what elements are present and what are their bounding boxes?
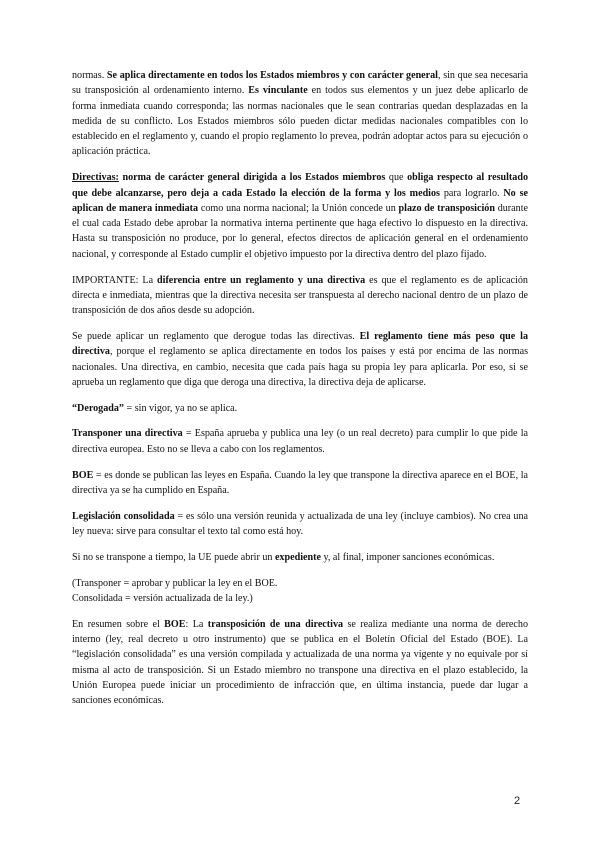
- text-run: para lograrlo.: [439, 187, 504, 199]
- text-run: transposición de una directiva: [207, 618, 344, 630]
- text-run: IMPORTANTE: La: [72, 274, 158, 286]
- text-run: : La: [185, 618, 208, 630]
- text-run: Se aplica directamente en todos los Estados miembros y con carácter general: [106, 70, 438, 81]
- text-run: como una norma nacional; la Unión concede un: [198, 202, 399, 214]
- text-run: Si no se transpone a tiempo, la UE puede abrir un: [72, 551, 275, 563]
- text-run: en todos sus elementos y un juez debe aplicarlo de forma inmediata cuando corresponda; las normas nacionales que le sean contrarias quedan desplazadas en la medida de su conflicto. Los Estados miembros sólo pueden dictar medidas nacionales compatibles con lo establecido en el reglamento y, cuando el propio reglamento lo prevea, podrán adoptar actos para su ejecución o aplicación práctica.: [72, 85, 528, 158]
- paragraph-derogar: [72, 329, 528, 390]
- paragraph-importante: [72, 273, 528, 319]
- text-run: Legislación consolidada: [72, 510, 175, 522]
- text-run: es que el reglamento es de aplicación directa e inmediata, mientras que la directiva necesita ser transpuesta al derecho nacional dentro de un plazo de transposición de dos años desde su adopción.: [72, 274, 528, 317]
- text-run: obliga respecto al resultado que debe alcanzarse, pero deja a cada Estado la elección de la forma y los medios: [72, 172, 528, 199]
- text-run: BOE: [72, 469, 94, 481]
- paragraph-transponer: [72, 426, 528, 457]
- text-run: que: [385, 172, 408, 184]
- text-run: se realiza mediante una norma de derecho interno (ley, real decreto u otro instrumento) que se publica en el Boletín Oficial del Estado (BOE). La “legislación consolidada” es una versión compilada y actualizada de una norma ya vigente y no equivale por sí misma al acto de transposición. Si un Estado miembro no transpone una directiva en el plazo establecido, la Unión Europea puede iniciar un procedimiento de infracción que, en última instancia, puede dar lugar a sanciones económicas.: [72, 618, 528, 707]
- paragraph-boe: [72, 468, 528, 499]
- text-run: expediente: [274, 551, 321, 563]
- text-run: (Transponer = aprobar y publicar la ley en el BOE.: [72, 577, 278, 589]
- text-run: = España aprueba y publica una ley (o un real decreto) para cumplir lo que pide la directiva europea. Esto no se lleva a cabo con los reglamentos.: [72, 428, 528, 455]
- text-run: Transponer una directiva: [72, 428, 183, 440]
- text-run: plazo de transposición: [398, 202, 495, 214]
- text-run: Es vinculante: [248, 85, 308, 97]
- text-run: El reglamento tiene más peso que la directiva: [72, 330, 528, 358]
- text-run: diferencia entre un reglamento y una directiva: [157, 274, 366, 286]
- paragraph-directivas: [72, 170, 528, 262]
- page-number: 2: [514, 795, 521, 807]
- text-run: “Derogada”: [72, 402, 124, 414]
- text-run: Consolidada = versión actualizada de la ley.): [72, 592, 253, 604]
- text-run: = es sólo una versión reunida y actualizada de una ley (incluye cambios). No crea una ley nueva: sirve para consultar el texto tal como está hoy.: [72, 510, 529, 537]
- text-run: No se aplican de manera inmediata: [72, 187, 528, 214]
- text-run: BOE: [164, 618, 186, 630]
- paragraph-expediente: [72, 550, 528, 565]
- paragraph-legislacion-consolidada: [72, 509, 528, 540]
- text-run: norma de carácter general dirigida a los Estados miembros: [118, 172, 386, 184]
- text-run: y, al final, imponer sanciones económicas.: [320, 551, 495, 563]
- text-run: = es donde se publican las leyes en España. Cuando la ley que transpone la directiva aparece en el BOE, la directiva ya se ha cumplido en España.: [72, 469, 528, 496]
- text-run: normas.: [72, 70, 107, 81]
- text-run: , porque el reglamento se aplica directamente en todos los países y está por encima de las normas nacionales. Una directiva, en cambio, necesita que cada país haga su propia ley para aplicarla. Por eso, si se aprueba un reglamento que diga que deroga una directiva, la directiva deja de aplicarse.: [72, 346, 528, 388]
- text-run: , sin que sea necesaria su transposición al ordenamiento interno.: [72, 70, 529, 97]
- document-body: [72, 68, 528, 719]
- text-run: En resumen sobre el: [72, 618, 165, 630]
- text-run: Se puede aplicar un reglamento que derogue todas las directivas.: [72, 330, 360, 342]
- paragraph-resumen-boe: [72, 617, 528, 709]
- text-run: = sin vigor, ya no se aplica.: [123, 402, 238, 414]
- text-run: durante el cual cada Estado debe aprobar la normativa interna pertinente que haga efectivo lo dispuesto en la directiva. Hasta su transposición no produce, por lo general, efectos directos de aplicación general en el ordenamiento nacional, y corresponde al Estado cumplir el objetivo impuesto por la directiva dentro del plazo fijado.: [72, 202, 528, 260]
- paragraph-derogada: [72, 401, 528, 416]
- text-run: Directivas:: [72, 172, 119, 184]
- paragraph-reglamento-cont: [72, 68, 528, 160]
- paragraph-resumen-definiciones: [72, 576, 528, 607]
